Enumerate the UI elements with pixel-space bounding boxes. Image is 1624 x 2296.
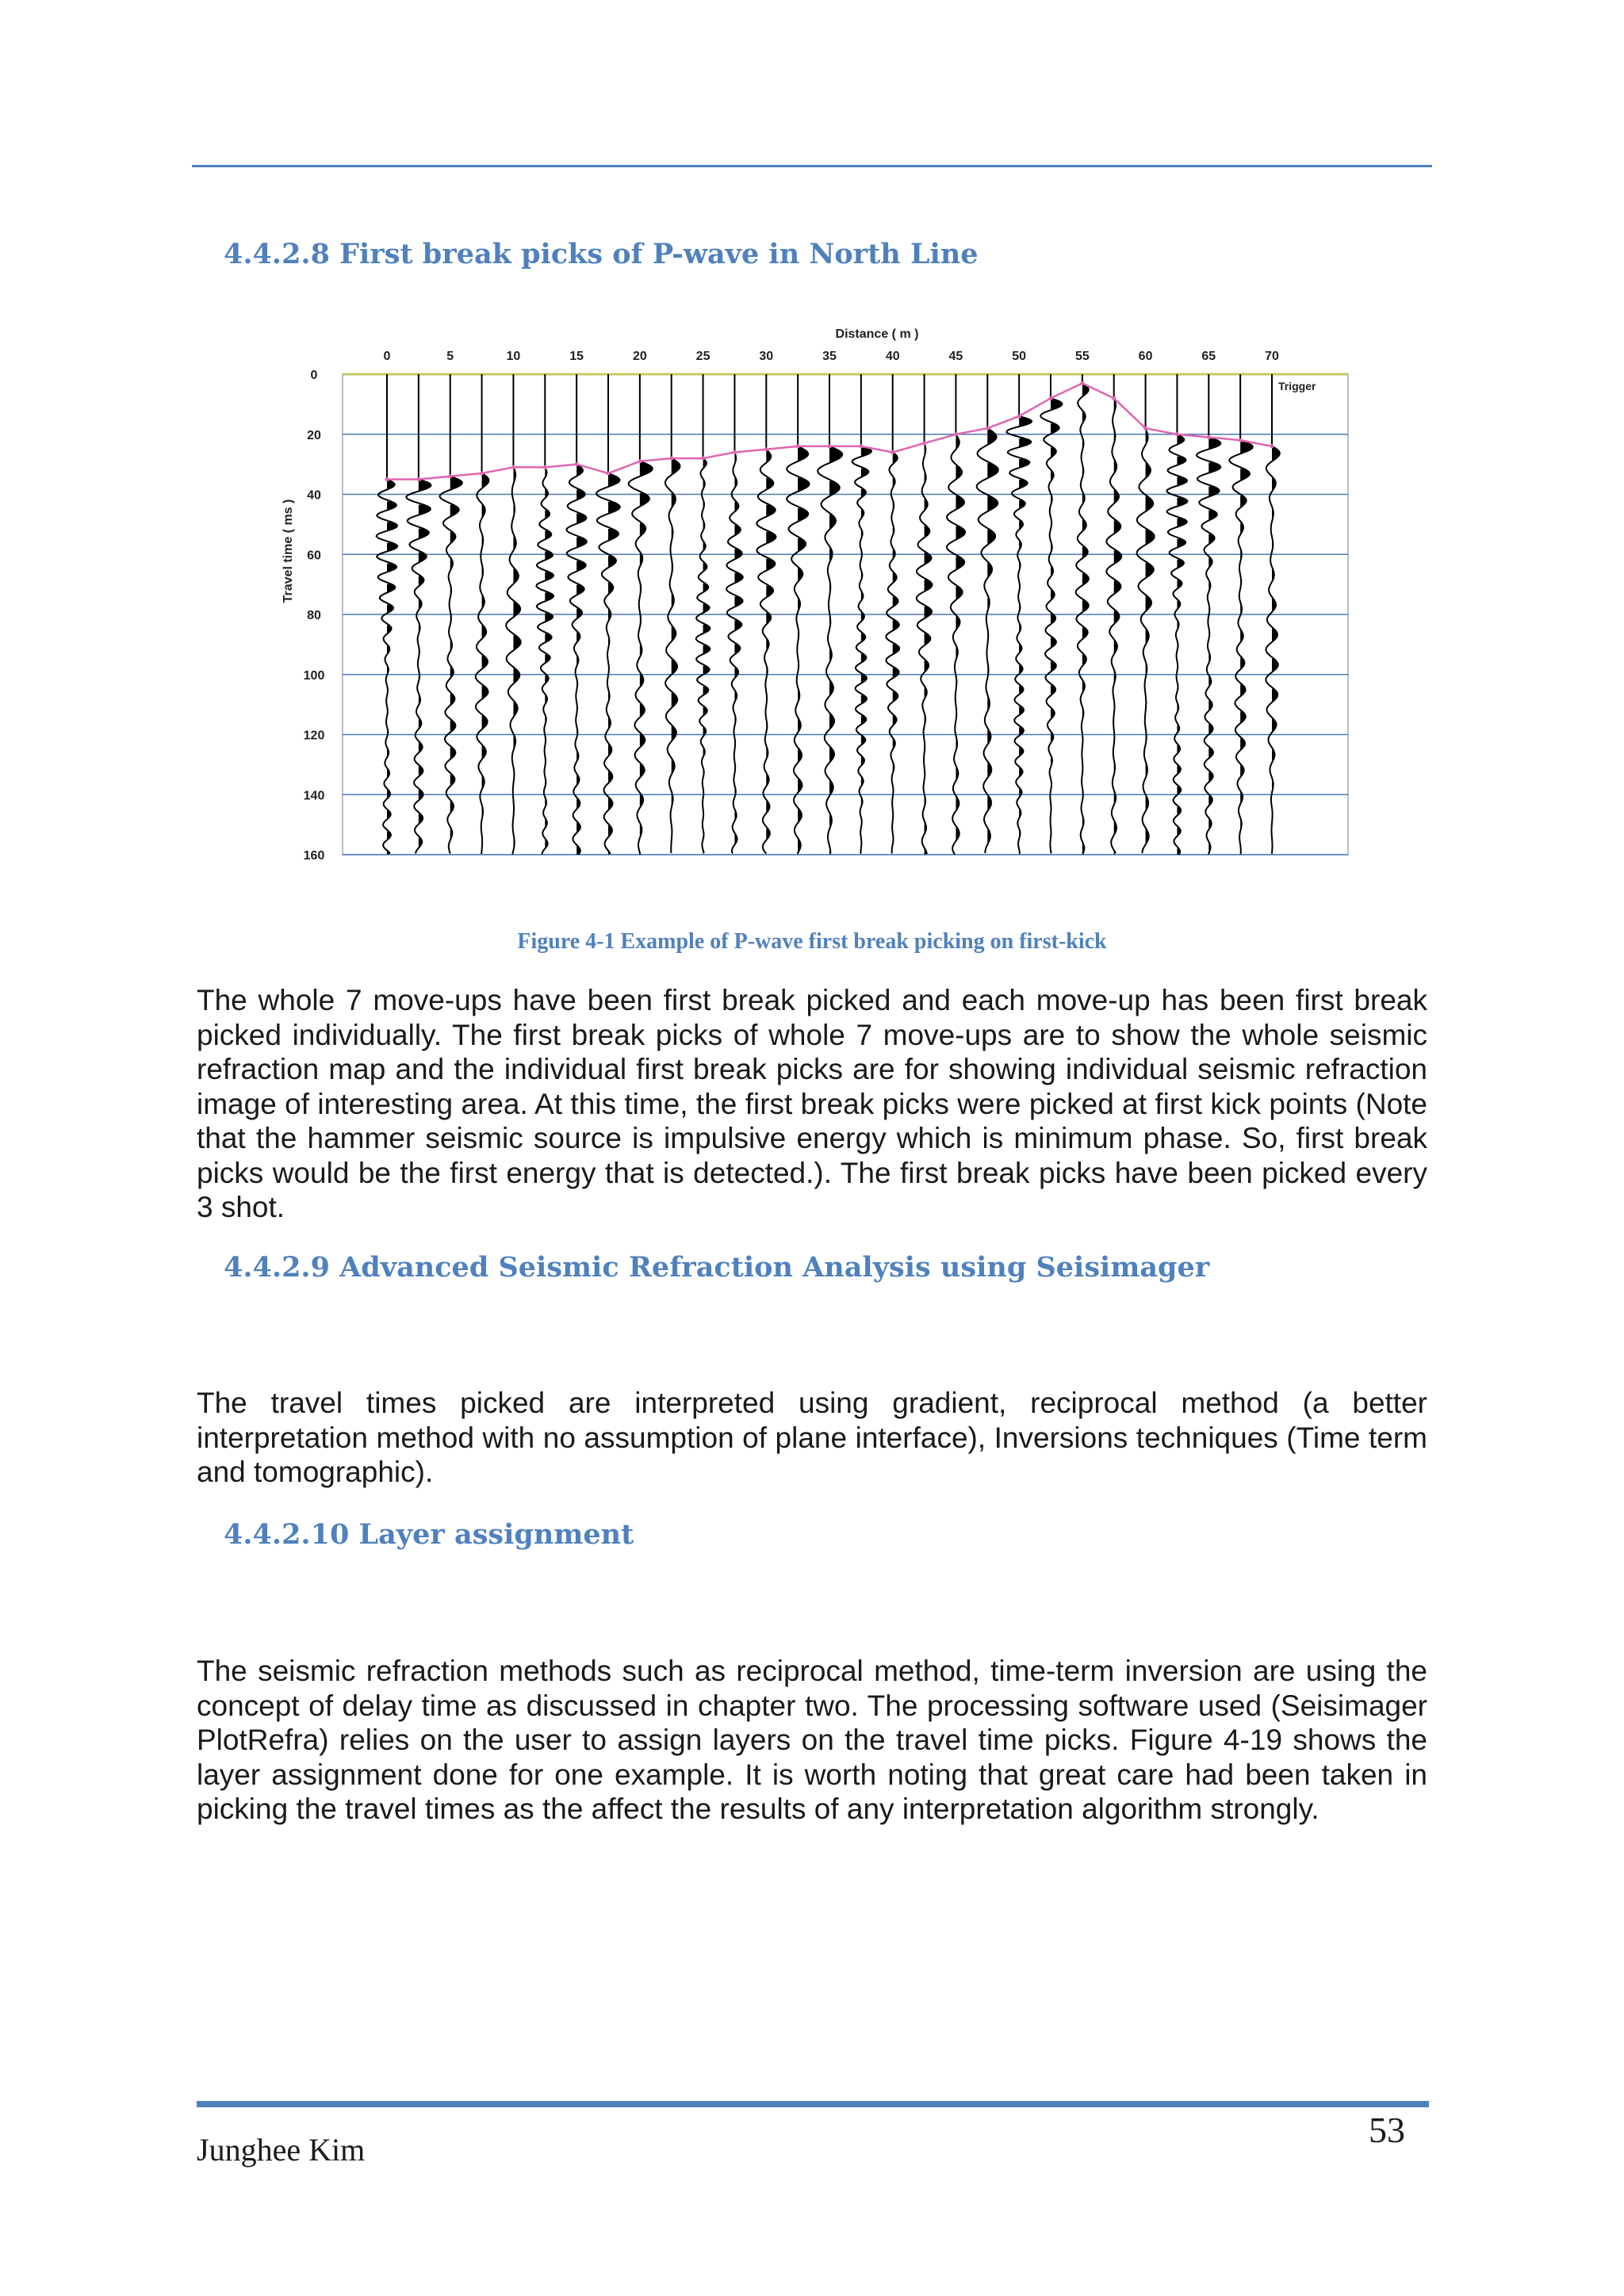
page-number: 53 — [1369, 2110, 1405, 2150]
trigger-label: Trigger — [1278, 380, 1316, 392]
y-axis-label: Travel time ( ms ) — [282, 499, 295, 603]
section-heading-advanced-analysis: 4.4.2.9 Advanced Seismic Refraction Analysis using Seisimager — [224, 1251, 1210, 1284]
y-tick-label: 0 — [310, 369, 318, 382]
first-break-pick-point — [385, 477, 389, 481]
first-break-pick-point — [416, 477, 420, 481]
first-break-pick-point — [1175, 432, 1179, 436]
first-break-pick-point — [859, 444, 863, 448]
first-break-pick-point — [828, 444, 832, 448]
y-tick-label: 80 — [307, 609, 321, 622]
x-tick-label: 50 — [1012, 350, 1027, 363]
first-break-pick-point — [1049, 396, 1053, 400]
first-break-pick-point — [922, 442, 926, 446]
figure-caption: Figure 4-1 Example of P-wave first break picking on first-kick — [517, 929, 1107, 954]
x-tick-label: 25 — [695, 350, 710, 363]
first-break-pick-point — [511, 465, 515, 469]
x-tick-label: 0 — [383, 350, 391, 363]
y-tick-label: 60 — [307, 549, 321, 563]
section-heading-layer-assignment: 4.4.2.10 Layer assignment — [224, 1518, 634, 1551]
first-break-pick-point — [1080, 381, 1084, 385]
footer-rule — [197, 2101, 1429, 2107]
x-tick-label: 45 — [948, 350, 963, 363]
x-tick-label: 60 — [1138, 350, 1153, 363]
first-break-pick-point — [796, 444, 800, 448]
header-rule — [192, 165, 1432, 167]
first-break-pick-point — [1270, 444, 1274, 448]
seismogram-chart — [278, 317, 1364, 872]
footer-author: Junghee Kim — [197, 2132, 366, 2168]
first-break-pick-point — [638, 459, 642, 463]
first-break-pick-point — [1112, 396, 1116, 400]
first-break-pick-point — [448, 474, 452, 478]
first-break-pick-point — [669, 457, 673, 461]
y-tick-label: 100 — [303, 668, 325, 683]
section-heading-first-break: 4.4.2.8 First break picks of P-wave in North Line — [224, 238, 979, 270]
x-tick-label: 15 — [569, 350, 584, 363]
first-break-pick-point — [986, 427, 990, 430]
x-axis-label: Distance ( m ) — [835, 327, 919, 341]
paragraph-layer-assignment: The seismic refraction methods such as reciprocal method, time-term inversion are using the concept of delay time as discussed in chapter two. The processing software used (Seisimager PlotRefra) relies on the user to assign layers on the travel time picks. Figure 4-19 shows the layer assignment done for one example. It is worth noting that great care had been taken in picking the travel times as the affect the results of any interpretation algorithm strongly. — [197, 1655, 1427, 1825]
y-tick-label: 160 — [303, 849, 325, 863]
x-tick-label: 35 — [822, 350, 837, 363]
first-break-pick-point — [891, 450, 894, 454]
first-break-pick-point — [607, 471, 611, 475]
first-break-pick-point — [575, 462, 579, 466]
paragraph-move-ups: The whole 7 move-ups have been first break picked and each move-up has been first break picked individually. The first break picks of whole 7 move-ups are to show the whole seismic refraction map and the individual first break picks are for showing individual seismic refraction image of interesting area. At this time, the first break picks were picked at first kick points (Note that the hammer seismic source is impulsive energy which is minimum phase. So, first break picks would be the first energy that is detected.). The first break picks have been picked every 3 shot. — [197, 984, 1427, 1223]
first-break-pick-point — [764, 447, 768, 451]
x-tick-label: 40 — [885, 350, 900, 363]
first-break-pick-point — [733, 450, 737, 454]
y-tick-label: 120 — [303, 729, 325, 743]
x-tick-label: 30 — [759, 350, 774, 363]
x-tick-label: 55 — [1074, 350, 1090, 363]
first-break-pick-point — [543, 465, 547, 469]
first-break-pick-point — [1143, 427, 1147, 430]
x-tick-label: 70 — [1265, 350, 1279, 363]
first-break-pick-point — [1207, 435, 1211, 439]
first-break-pick-point — [1017, 415, 1021, 419]
paragraph-travel-times: The travel times picked are interpreted using gradient, reciprocal method (a better interpretation method with no assumption of plane interface), Inversions techniques (Time term and tomographic). — [197, 1387, 1427, 1488]
first-break-pick-point — [1239, 438, 1243, 442]
x-tick-label: 65 — [1201, 350, 1216, 363]
x-tick-label: 5 — [446, 350, 454, 363]
first-break-pick-point — [954, 432, 958, 436]
x-tick-label: 10 — [506, 350, 521, 363]
first-break-pick-point — [480, 471, 484, 475]
x-tick-label: 20 — [632, 350, 647, 363]
y-tick-label: 40 — [307, 488, 321, 503]
seismogram-figure — [278, 317, 1364, 872]
y-tick-label: 140 — [303, 789, 325, 803]
y-tick-label: 20 — [307, 428, 321, 442]
first-break-pick-point — [701, 457, 705, 461]
